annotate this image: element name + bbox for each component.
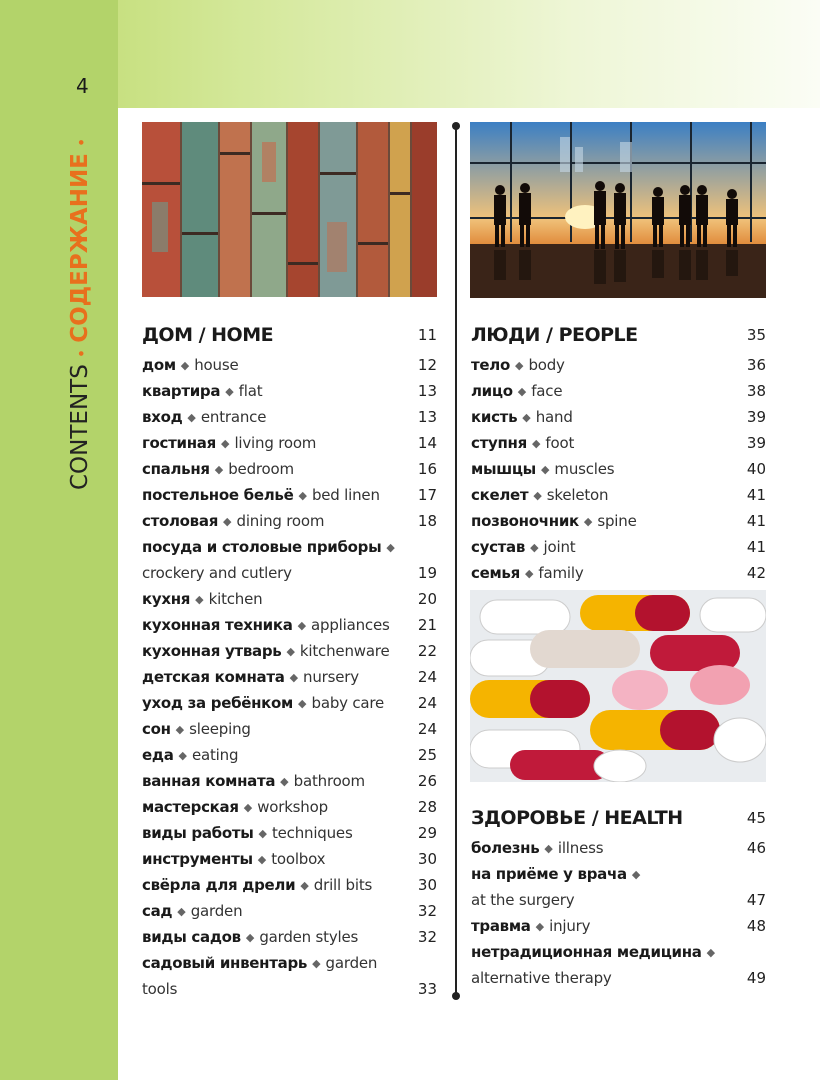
entry-ru: виды садов [142, 928, 241, 946]
toc-entry[interactable] [142, 508, 437, 534]
toc-entry[interactable] [142, 768, 437, 794]
entry-ru: кухонная утварь [142, 642, 282, 660]
diamond-separator-icon: ◆ [243, 801, 253, 814]
diamond-separator-icon: ◆ [297, 619, 307, 632]
toc-entry[interactable] [142, 404, 437, 430]
toc-entry[interactable] [142, 586, 437, 612]
entry-en: foot [545, 434, 575, 452]
toc-entry[interactable] [471, 404, 766, 430]
entry-page: 36 [746, 356, 766, 374]
diamond-separator-icon: ◆ [180, 359, 190, 372]
side-band [0, 0, 118, 1080]
entry-page: 46 [746, 839, 766, 857]
toc-entry[interactable] [142, 976, 437, 1002]
entry-en: alternative therapy [471, 969, 612, 987]
diamond-separator-icon: ◆ [312, 957, 321, 970]
entry-ru: сон [142, 720, 171, 738]
header-band [0, 0, 820, 108]
entry-en: entrance [200, 408, 267, 426]
toc-entry[interactable] [142, 378, 437, 404]
heading-title: ЛЮДИ / PEOPLE [471, 324, 638, 346]
entry-page: 47 [746, 891, 766, 909]
toc-entry[interactable] [142, 534, 437, 560]
entry-ru: ванная комната [142, 772, 276, 790]
diamond-separator-icon: ◆ [257, 853, 267, 866]
entry-page: 24 [417, 668, 437, 686]
entry-page: 41 [746, 486, 766, 504]
entry-page: 19 [417, 564, 437, 582]
toc-entry[interactable] [142, 872, 437, 898]
diamond-separator-icon: ◆ [280, 775, 289, 788]
diamond-separator-icon: ◆ [177, 905, 186, 918]
toc-entry[interactable] [471, 508, 766, 534]
diamond-separator-icon: ◆ [530, 541, 539, 554]
diamond-separator-icon: ◆ [258, 827, 267, 840]
entry-page: 14 [417, 434, 437, 452]
toc-entry[interactable] [471, 482, 766, 508]
entry-page: 18 [417, 512, 437, 530]
entry-ru: инструменты [142, 850, 253, 868]
entry-en: living room [234, 434, 317, 452]
entry-en: at the surgery [471, 891, 575, 909]
toc-entry[interactable] [142, 560, 437, 586]
heading-title: ЗДОРОВЬЕ / HEALTH [471, 807, 683, 829]
entry-ru: нетрадиционная медицина [471, 943, 702, 961]
entry-page: 22 [417, 642, 437, 660]
diamond-separator-icon: ◆ [220, 437, 230, 450]
toc-entry[interactable] [142, 846, 437, 872]
entry-en: garden styles [259, 928, 359, 946]
toc-entry[interactable] [142, 820, 437, 846]
entry-en: house [194, 356, 239, 374]
heading-page: 45 [746, 809, 766, 827]
entry-en: crockery and cutlery [142, 564, 292, 582]
entry-ru: мышцы [471, 460, 536, 478]
entry-page: 21 [417, 616, 437, 634]
entry-ru: кухня [142, 590, 191, 608]
section-heading-home[interactable] [142, 320, 437, 350]
entry-page: 39 [746, 434, 766, 452]
entry-page: 25 [417, 746, 437, 764]
toc-entry[interactable] [142, 430, 437, 456]
toc-entry[interactable] [471, 835, 766, 861]
diamond-separator-icon: ◆ [386, 541, 395, 554]
entry-ru: детская комната [142, 668, 285, 686]
toc-home-section [142, 320, 437, 1002]
entry-ru: сад [142, 902, 173, 920]
diamond-separator-icon: ◆ [522, 411, 531, 424]
page-number: 4 [76, 74, 89, 98]
entry-page: 13 [417, 382, 437, 400]
diamond-separator-icon: ◆ [225, 385, 234, 398]
wooden-planks-photo [142, 122, 437, 297]
diamond-separator-icon: ◆ [533, 489, 542, 502]
entry-page: 49 [746, 969, 766, 987]
entry-ru: тело [471, 356, 510, 374]
diamond-separator-icon: ◆ [514, 359, 524, 372]
entry-page: 38 [746, 382, 766, 400]
entry-ru: болезнь [471, 839, 540, 857]
diamond-separator-icon: ◆ [544, 842, 553, 855]
diamond-separator-icon: ◆ [706, 946, 716, 959]
toc-entry[interactable] [142, 898, 437, 924]
toc-entry[interactable] [142, 456, 437, 482]
entry-page: 24 [417, 720, 437, 738]
entry-en: face [531, 382, 563, 400]
entry-page: 29 [417, 824, 437, 842]
entry-page: 39 [746, 408, 766, 426]
entry-en: drill bits [313, 876, 373, 894]
toc-entry[interactable] [142, 638, 437, 664]
toc-entry[interactable] [142, 716, 437, 742]
diamond-separator-icon: ◆ [531, 437, 541, 450]
entry-ru: уход за ребёнком [142, 694, 294, 712]
people-silhouettes-photo [470, 122, 766, 298]
toc-entry[interactable] [142, 742, 437, 768]
entry-ru: спальня [142, 460, 210, 478]
toc-entry[interactable] [471, 378, 766, 404]
entry-ru: мастерская [142, 798, 239, 816]
diamond-separator-icon: ◆ [175, 723, 185, 736]
toc-entry[interactable] [142, 794, 437, 820]
title-soderzhanie: СОДЕРЖАНИЕ [67, 153, 93, 343]
entry-ru: вход [142, 408, 183, 426]
heading-page: 35 [746, 326, 766, 344]
toc-entry[interactable] [471, 887, 766, 913]
entry-ru: гостиная [142, 434, 216, 452]
entry-en: workshop [257, 798, 328, 816]
entry-page: 13 [417, 408, 437, 426]
diamond-separator-icon: ◆ [195, 593, 204, 606]
entry-ru: столовая [142, 512, 219, 530]
title-dot-end: • [72, 137, 91, 148]
entry-ru: свёрла для дрели [142, 876, 296, 894]
diamond-separator-icon: ◆ [517, 385, 527, 398]
pills-capsules-photo [470, 590, 766, 782]
entry-page: 41 [746, 538, 766, 556]
toc-entry[interactable] [471, 861, 766, 887]
diamond-separator-icon: ◆ [300, 879, 309, 892]
entry-page: 30 [417, 850, 437, 868]
section-heading-health[interactable] [471, 803, 766, 833]
entry-ru: посуда и столовые приборы [142, 538, 382, 556]
entry-en: appliances [311, 616, 390, 634]
entry-ru: кухонная техника [142, 616, 293, 634]
toc-entry[interactable] [471, 430, 766, 456]
toc-entry[interactable] [471, 534, 766, 560]
entry-page: 32 [417, 928, 437, 946]
entry-en: nursery [303, 668, 359, 686]
entry-en: bed linen [311, 486, 380, 504]
entry-ru: позвоночник [471, 512, 579, 530]
entry-en: dining room [236, 512, 325, 530]
diamond-separator-icon: ◆ [631, 868, 641, 881]
entry-en: garden [190, 902, 243, 920]
entry-en: muscles [554, 460, 615, 478]
entry-ru: травма [471, 917, 531, 935]
entry-page: 48 [746, 917, 766, 935]
column-divider [455, 126, 457, 996]
toc-entry[interactable] [471, 456, 766, 482]
entry-ru: семья [471, 564, 520, 582]
entry-ru: на приёме у врача [471, 865, 627, 883]
toc-entry[interactable] [142, 352, 437, 378]
entry-en: bathroom [293, 772, 365, 790]
entry-en: hand [535, 408, 573, 426]
entry-en: baby care [311, 694, 385, 712]
entry-ru: виды работы [142, 824, 254, 842]
entry-page: 12 [417, 356, 437, 374]
diamond-separator-icon: ◆ [535, 920, 545, 933]
entry-en: joint [543, 538, 576, 556]
entry-ru: дом [142, 356, 176, 374]
diamond-separator-icon: ◆ [540, 463, 550, 476]
toc-entry[interactable] [142, 664, 437, 690]
toc-entry[interactable] [471, 965, 766, 991]
entry-en: skeleton [546, 486, 609, 504]
entry-page: 33 [417, 980, 437, 998]
entry-ru: квартира [142, 382, 221, 400]
diamond-separator-icon: ◆ [187, 411, 196, 424]
entry-page: 41 [746, 512, 766, 530]
entry-page: 40 [746, 460, 766, 478]
diamond-separator-icon: ◆ [178, 749, 187, 762]
entry-page: 32 [417, 902, 437, 920]
heading-title: ДОМ / HOME [142, 324, 274, 346]
entry-ru: постельное бельё [142, 486, 294, 504]
entry-en: kitchen [208, 590, 263, 608]
toc-health-section [471, 803, 766, 991]
entry-en: family [538, 564, 584, 582]
entry-en: injury [549, 917, 591, 935]
title-dot: • [72, 348, 91, 359]
toc-entry[interactable] [142, 950, 437, 976]
entry-page: 16 [417, 460, 437, 478]
heading-page: 11 [417, 326, 437, 344]
diamond-separator-icon: ◆ [298, 489, 307, 502]
entry-en: spine [597, 512, 637, 530]
toc-entry[interactable] [142, 690, 437, 716]
entry-ru: ступня [471, 434, 527, 452]
entry-page: 28 [417, 798, 437, 816]
entry-en: eating [191, 746, 239, 764]
entry-en: sleeping [189, 720, 251, 738]
toc-entry[interactable] [142, 612, 437, 638]
entry-en: bedroom [228, 460, 294, 478]
diamond-separator-icon: ◆ [286, 645, 295, 658]
entry-ru: сустав [471, 538, 526, 556]
entry-ru: еда [142, 746, 174, 764]
entry-en: techniques [271, 824, 353, 842]
diamond-separator-icon: ◆ [245, 931, 255, 944]
diamond-separator-icon: ◆ [223, 515, 232, 528]
entry-en: toolbox [271, 850, 326, 868]
diamond-separator-icon: ◆ [583, 515, 593, 528]
entry-page: 24 [417, 694, 437, 712]
toc-entry[interactable] [471, 352, 766, 378]
title-contents: CONTENTS [67, 364, 93, 490]
entry-ru: кисть [471, 408, 518, 426]
entry-ru: скелет [471, 486, 529, 504]
toc-entry[interactable] [142, 924, 437, 950]
toc-people-section [471, 320, 766, 586]
entry-en: kitchenware [299, 642, 390, 660]
entry-ru: садовый инвентарь [142, 954, 308, 972]
entry-en: garden [325, 954, 378, 972]
toc-entry[interactable] [471, 913, 766, 939]
entry-en: flat [238, 382, 263, 400]
diamond-separator-icon: ◆ [524, 567, 534, 580]
entry-en: illness [557, 839, 604, 857]
diamond-separator-icon: ◆ [214, 463, 224, 476]
diamond-separator-icon: ◆ [298, 697, 307, 710]
entry-page: 26 [417, 772, 437, 790]
entry-en: body [528, 356, 565, 374]
toc-entry[interactable] [471, 939, 766, 965]
entry-page: 30 [417, 876, 437, 894]
section-heading-people[interactable] [471, 320, 766, 350]
entry-page: 20 [417, 590, 437, 608]
diamond-separator-icon: ◆ [289, 671, 299, 684]
toc-entry[interactable] [142, 482, 437, 508]
entry-page: 17 [417, 486, 437, 504]
entry-ru: лицо [471, 382, 513, 400]
entry-en: tools [142, 980, 178, 998]
entry-page: 42 [746, 564, 766, 582]
toc-entry[interactable] [471, 560, 766, 586]
